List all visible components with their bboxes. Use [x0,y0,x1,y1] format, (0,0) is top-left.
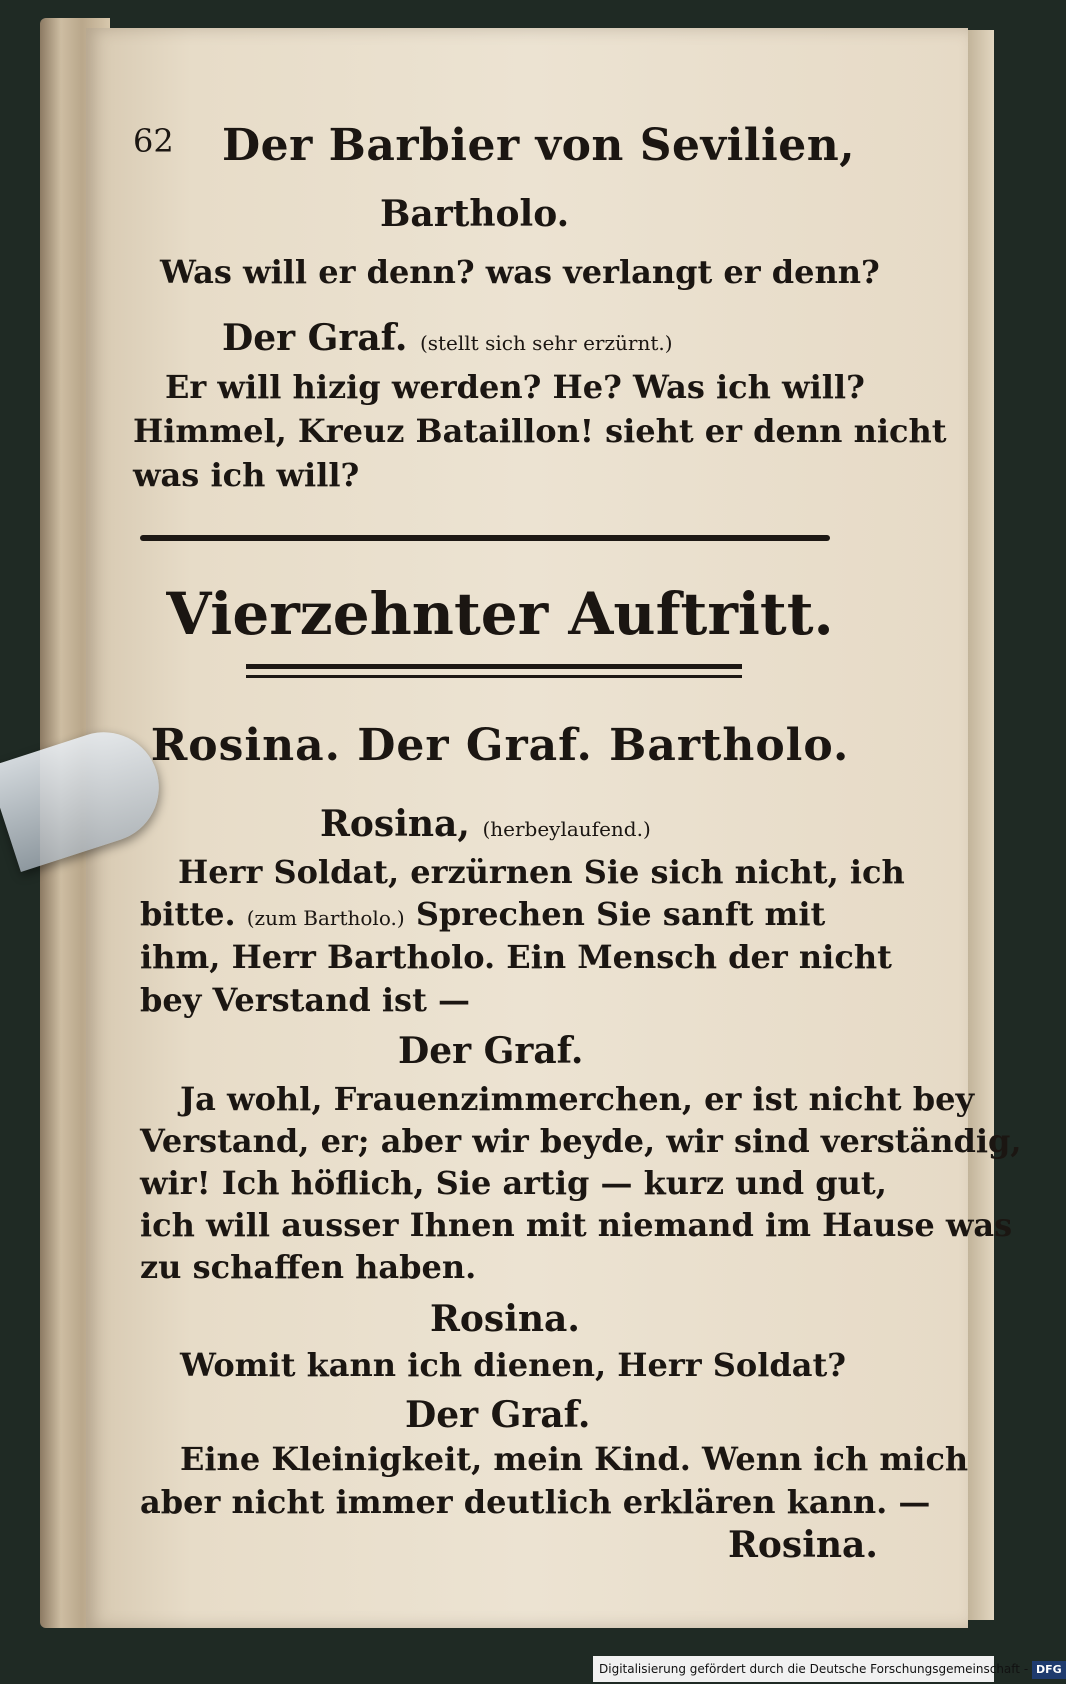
page-number: 62 [133,122,174,160]
text-line: Himmel, Kreuz Bataillon! sieht er denn nicht [133,412,947,450]
scene-title: Vierzehnter Auftritt. [166,580,834,648]
speaker-rosina: Rosina, (herbeylaufend.) [320,803,651,845]
speaker-bartholo: Bartholo. [380,193,570,235]
text-line: Er will hizig werden? He? Was ich will? [165,368,865,406]
speaker-graf: Der Graf. (stellt sich sehr erzürnt.) [222,317,673,359]
double-rule-top [246,664,742,669]
text-line: Herr Soldat, erzürnen Sie sich nicht, ich [178,853,905,891]
text-line: bey Verstand ist — [140,981,470,1019]
text-line: aber nicht immer deutlich erklären kann. — [140,1483,931,1521]
text-line: Verstand, er; aber wir beyde, wir sind verständig, [140,1122,1022,1160]
running-title: Der Barbier von Sevilien, [222,120,856,171]
speaker-graf: Der Graf. [405,1394,591,1436]
text-line: Eine Kleinigkeit, mein Kind. Wenn ich mich [180,1440,969,1478]
catchword: Rosina. [728,1524,878,1566]
decorative-rule [140,535,830,541]
stage-direction: (stellt sich sehr erzürnt.) [419,331,673,355]
stage-direction: (herbeylaufend.) [482,817,651,841]
text-line: Ja wohl, Frauenzimmerchen, er ist nicht bey [180,1080,975,1118]
speaker-graf: Der Graf. [398,1030,584,1072]
text-line: ich will ausser Ihnen mit niemand im Hause was [140,1206,1013,1244]
dfg-logo: DFG [1032,1661,1066,1679]
text-line: zu schaffen haben. [140,1248,477,1286]
cast-list: Rosina. Der Graf. Bartholo. [150,720,850,771]
text-line: Was will er denn? was verlangt er denn? [160,253,880,291]
text-line: bitte. (zum Bartholo.) Sprechen Sie sanft mit [140,895,826,933]
speaker-rosina: Rosina. [430,1298,580,1340]
text-line: ihm, Herr Bartholo. Ein Mensch der nicht [140,938,892,976]
double-rule-bottom [246,675,742,678]
stage-direction: (zum Bartholo.) [246,906,405,930]
text-line: was ich will? [133,456,360,494]
facing-page-edge [968,30,994,1620]
text-line: Womit kann ich dienen, Herr Soldat? [180,1346,846,1384]
digitization-credit: Digitalisierung gefördert durch die Deutsche Forschungsgemeinschaft - DFG [593,1656,994,1682]
text-line: wir! Ich höflich, Sie artig — kurz und gut, [140,1164,887,1202]
